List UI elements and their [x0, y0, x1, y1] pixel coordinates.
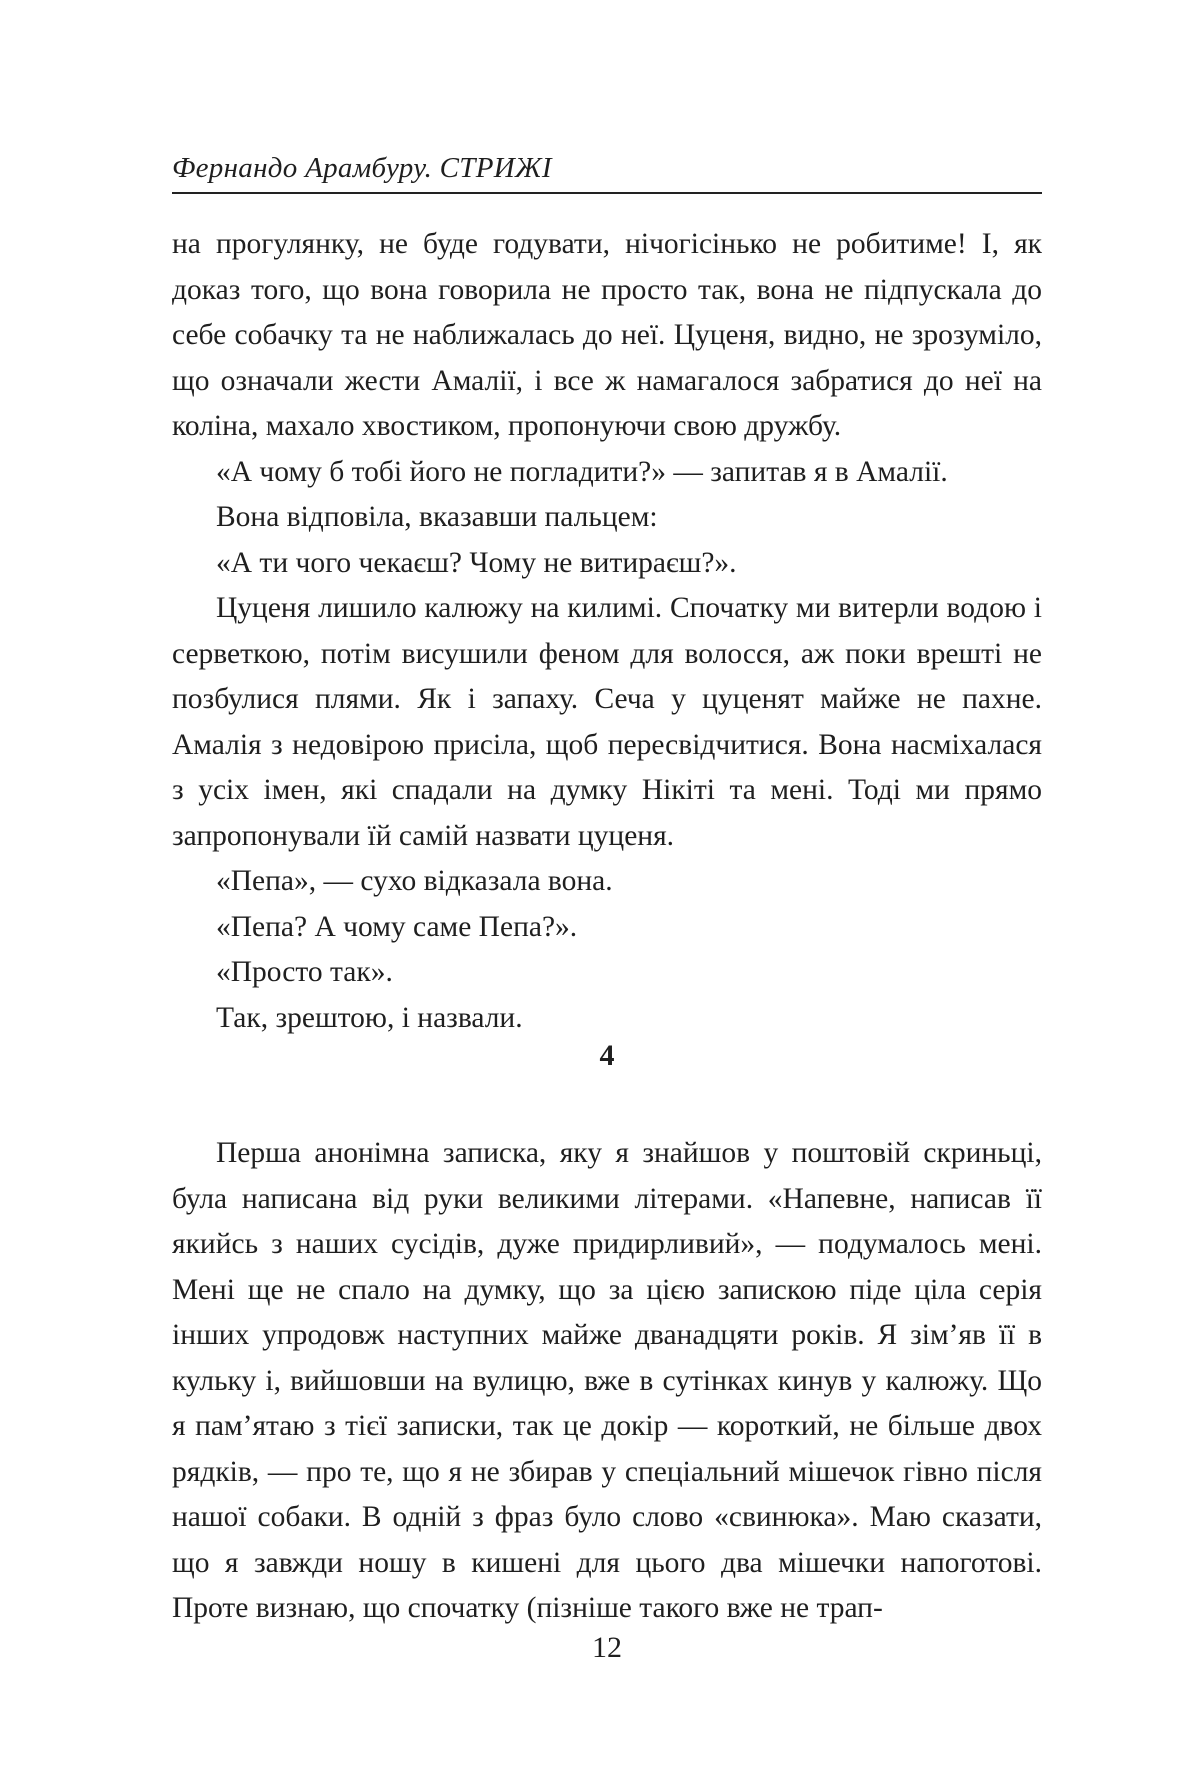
paragraph-answer-intro: Вона відповіла, вказавши пальцем: — [216, 501, 658, 533]
chapter-number: 4 — [599, 1039, 615, 1072]
paragraph-dialogue-pepa: «Пепа», — сухо відказала вона. — [216, 865, 613, 897]
paragraph-dialogue-reply: «А ти чого чекаєш? Чому не витираєш?». — [216, 546, 737, 579]
paragraph-anonymous-note: Перша анонімна записка, яку я знайшов у поштовій скриньці, була написана від руки великими літерами. «Напевне, написав її якийсь з наших сусідів, дуже придирливий», — подумалось мені. Мені ще не спало на думку, що за цією запискою піде ціла серія інших упродовж наступних майже дванадцяти років. Я зім’яв її в кульку і, вийшовши на вулицю, вже в сутінках кинув у калюжу. Що я пам’ятаю з тієї записки, так це докір — короткий, не більше двох рядків, — про те, що я не збирав у спеціальний мішечок гівно після нашої собаки. В одній з фраз було слово «свинюка». Маю сказати, що я завжди ношу в кишені для цього два мішечки напоготові. Проте визнаю, що спочатку (пізніше такого вже не трап- — [172, 1137, 1042, 1624]
paragraph-dialogue-question: «А чому б тобі його не погладити?» — запитав я в Амалії. — [216, 455, 948, 488]
paragraph-puddle: Цуценя лишило калюжу на килимі. Спочатку ми витерли водою і серветкою, потім висушили феном для волосся, аж поки врешті не позбулися плями. Як і запаху. Сеча у цуценят майже не пахне. Амалія з недовірою присіла, щоб пересвідчитися. Вона насміхалася з усіх імен, які спадали на думку Нікіті та мені. Тоді ми прямо запропонували їй самій назвати цуценя. — [172, 592, 1042, 852]
paragraph-continuation: на прогулянку, не буде годувати, нічогісінько не робитиме! І, як доказ того, що вона говорила не просто так, вона не підпускала до себе собачку та не наближалась до неї. Цуценя, видно, не зрозуміло, що означали жести Амалії, і все ж намагалося забратися до неї на коліна, махало хвостиком, пропонуючи свою дружбу. — [172, 228, 1042, 442]
paragraph-dialogue-why-pepa: «Пепа? А чому саме Пепа?». — [216, 910, 578, 943]
paragraph-dialogue-just-so: «Просто так». — [216, 956, 393, 988]
paragraph-named: Так, зрештою, і назвали. — [216, 1001, 523, 1034]
running-header: Фернандо Арамбуру. СТРИЖІ — [172, 152, 552, 184]
text-block-bottom — [172, 1131, 1042, 1632]
text-block-top — [172, 222, 1042, 1041]
page-number: 12 — [592, 1631, 622, 1664]
header-rule — [172, 192, 1042, 194]
